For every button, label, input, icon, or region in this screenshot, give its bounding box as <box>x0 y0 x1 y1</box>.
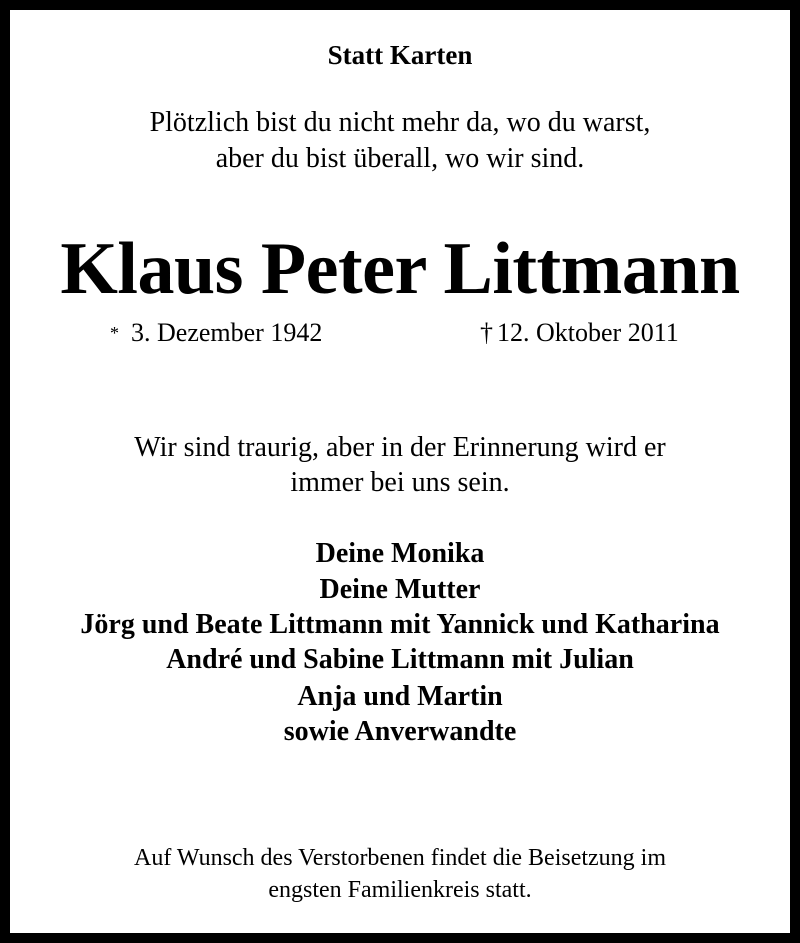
footer-line-2: engsten Familienkreis statt. <box>268 877 532 903</box>
birth-date-line <box>110 320 322 346</box>
footer-line-1: Auf Wunsch des Verstorbenen findet die Beisetzung im <box>133 845 667 871</box>
verse-line-2: aber du bist überall, wo wir sind. <box>215 143 585 174</box>
death-date-line <box>480 320 679 346</box>
family-member: Jörg und Beate Littmann mit Yannick und Katharina <box>80 609 720 640</box>
family-member: sowie Anverwandte <box>283 716 517 747</box>
family-member: Anja und Martin <box>297 681 503 712</box>
deceased-name: Klaus Peter Littmann <box>60 228 740 310</box>
family-member: Deine Mutter <box>319 574 481 605</box>
mourning-line-2: immer bei uns sein. <box>290 467 510 498</box>
birth-star-icon: * <box>110 323 119 343</box>
mourning-line-1: Wir sind traurig, aber in der Erinnerung wird er <box>134 432 666 463</box>
death-date: 12. Oktober 2011 <box>497 318 679 347</box>
death-cross-icon: † <box>480 318 493 347</box>
notice-header: Statt Karten <box>327 40 473 70</box>
family-member: André und Sabine Littmann mit Julian <box>166 644 634 675</box>
family-member: Deine Monika <box>315 538 485 569</box>
verse-line-1: Plötzlich bist du nicht mehr da, wo du warst, <box>149 107 651 138</box>
birth-date: 3. Dezember 1942 <box>131 318 323 347</box>
